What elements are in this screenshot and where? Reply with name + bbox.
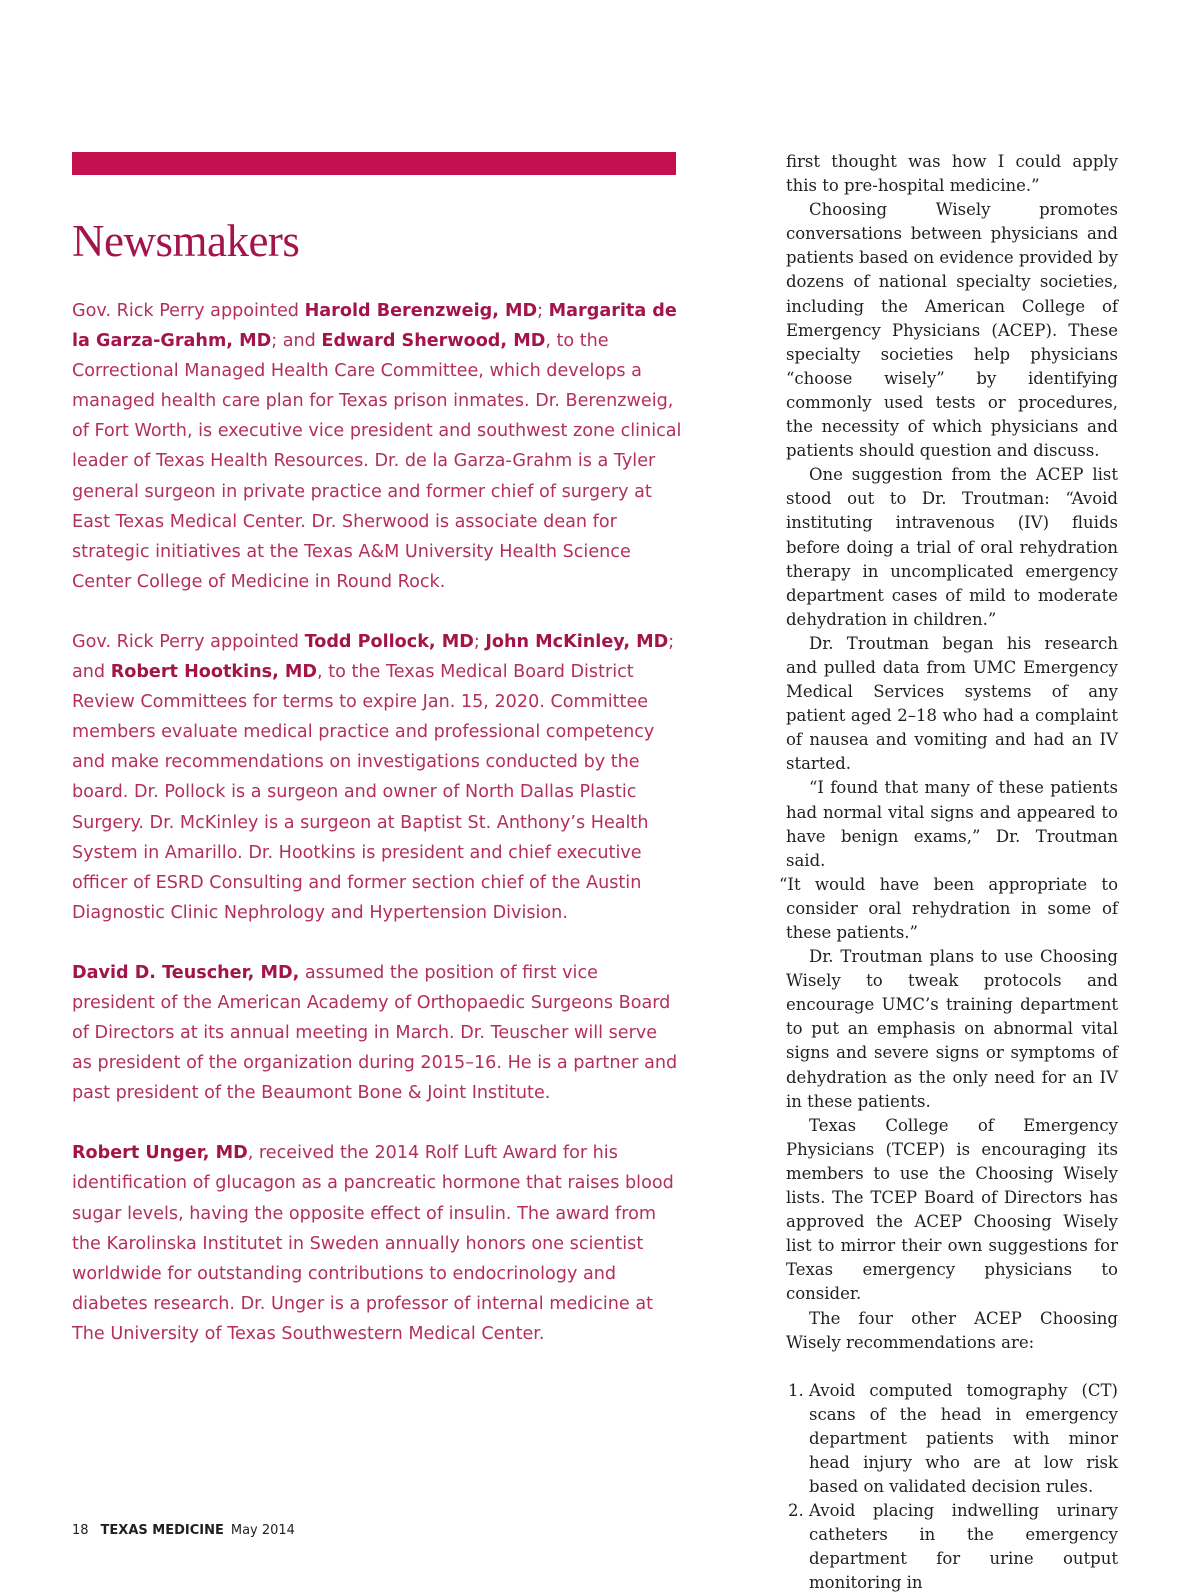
person-name: David D. Teuscher, MD, (72, 962, 300, 983)
person-name: Edward Sherwood, MD (321, 331, 546, 352)
newsmakers-column (72, 296, 682, 1349)
list-item (786, 1499, 1118, 1595)
news-item-text: Gov. Rick Perry appointed (72, 631, 305, 652)
news-item-text: , to the Correctional Managed Health Care Committee, which develops a managed health care plan for Texas prison inmates. Dr. Berenzweig, of Fort Worth, is executive vice president and southwest zone clinical leader of Texas Health Resources. Dr. de la Garza-Grahm is a Tyler general surgeon in private practice and former chief of surgery at East Texas Medical Center. Dr. Sherwood is associate dean for strategic initiatives at the Texas A&M University Health Science Center College of Medicine in Round Rock. (72, 331, 682, 592)
news-item-text: ; (537, 301, 549, 321)
list-item-number: 1. (788, 1380, 804, 1400)
article-paragraph: Choosing Wisely promotes conversations between physicians and patients based on evidence provided by dozens of national specialty societies, including the American College of Emergency Physicians (ACEP). These specialty societies help physicians “choose wisely” by identifying commonly used tests or procedures, the necessity of which physicians and patients should question and discuss. (786, 200, 1118, 461)
news-item-text: ; and (271, 331, 322, 352)
section-title: Newsmakers (72, 216, 300, 266)
article-paragraph: One suggestion from the ACEP list stood out to Dr. Troutman: “Avoid instituting intravenous (IV) fluids before doing a trial of oral rehydration therapy in uncomplicated emergency department cases of mild to moderate dehydration in children.” (786, 465, 1118, 629)
list-item-text: Avoid computed tomography (CT) scans of the head in emergency department patients with minor head injury who are at low risk based on validated decision rules. (809, 1380, 1118, 1497)
news-item-text: , received the 2014 Rolf Luft Award for his identification of glucagon as a pancreatic hormone that raises blood sugar levels, having the opposite effect of insulin. The award from the Karolinska Institutet in Sweden annually honors one scientist worldwide for outstanding contributions to endocrinology and diabetes research. Dr. Unger is a professor of internal medicine at The University of Texas Southwestern Medical Center. (72, 1143, 674, 1344)
section-accent-bar (72, 152, 676, 175)
page-footer (72, 1522, 295, 1540)
article-paragraph: “It would have been appropriate to consider oral rehydration in some of these patients.” (779, 874, 1118, 942)
person-name: Margarita de la Garza-Grahm, MD (72, 301, 677, 352)
person-name: Robert Hootkins, MD (110, 662, 318, 683)
list-item (786, 1379, 1118, 1499)
recommendations-list (786, 1379, 1118, 1596)
issue-date: May 2014 (230, 1523, 295, 1538)
news-item-text: Gov. Rick Perry appointed (72, 301, 305, 321)
news-item-text: , to the Texas Medical Board District Review Committees for terms to expire Jan. 15, 2020. Committee members evaluate medical practice and professional competency and make recommendations on investigations conducted by the board. Dr. Pollock is a surgeon and owner of North Dallas Plastic Surgery. Dr. McKinley is a surgeon at Baptist St. Anthony’s Health System in Amarillo. Dr. Hootkins is president and chief executive officer of ESRD Consulting and former section chief of the Austin Diagnostic Clinic Nephrology and Hypertension Division. (72, 662, 655, 923)
news-item-4 (72, 1138, 682, 1349)
news-item-text: ; (473, 631, 486, 652)
news-item-2 (72, 627, 682, 928)
news-item-text: ; and (72, 631, 675, 683)
article-paragraph: Dr. Troutman began his research and pulled data from UMC Emergency Medical Services systems of any patient aged 2–18 who had a complaint of nausea and vomiting and had an IV started. (786, 633, 1118, 774)
list-item-number: 2. (788, 1501, 804, 1521)
article-paragraph: “I found that many of these patients had normal vital signs and appeared to have benign exams,” Dr. Troutman said. (786, 778, 1118, 870)
person-name: Todd Pollock, MD (304, 631, 474, 652)
article-column (779, 150, 1118, 1596)
person-name: Harold Berenzweig, MD (304, 301, 538, 321)
news-item-3 (72, 958, 682, 1108)
publication-name: TEXAS MEDICINE (100, 1523, 224, 1538)
person-name: John McKinley, MD (485, 631, 669, 652)
list-item-text: Avoid placing indwelling urinary catheters in the emergency department for urine output monitoring in (809, 1501, 1118, 1593)
person-name: Robert Unger, MD (72, 1143, 248, 1164)
page-number: 18 (72, 1523, 89, 1538)
article-paragraph: Dr. Troutman plans to use Choosing Wisely to tweak protocols and encourage UMC’s training department to put an emphasis on abnormal vital signs and severe signs or symptoms of dehydration as the only need for an IV in these patients. (786, 947, 1118, 1111)
article-paragraph: first thought was how I could apply this to pre-hospital medicine.” (786, 152, 1118, 196)
news-item-1 (72, 296, 682, 597)
news-item-text: assumed the position of first vice president of the American Academy of Orthopaedic Surgeons Board of Directors at its annual meeting in March. Dr. Teuscher will serve as president of the organization during 2015–16. He is a partner and past president of the Beaumont Bone & Joint Institute. (72, 962, 678, 1104)
article-paragraph: The four other ACEP Choosing Wisely recommendations are: (786, 1308, 1118, 1352)
article-paragraph: Texas College of Emergency Physicians (TCEP) is encouraging its members to use the Choosing Wisely lists. The TCEP Board of Directors has approved the ACEP Choosing Wisely list to mirror their own suggestions for Texas emergency physicians to consider. (786, 1115, 1118, 1304)
